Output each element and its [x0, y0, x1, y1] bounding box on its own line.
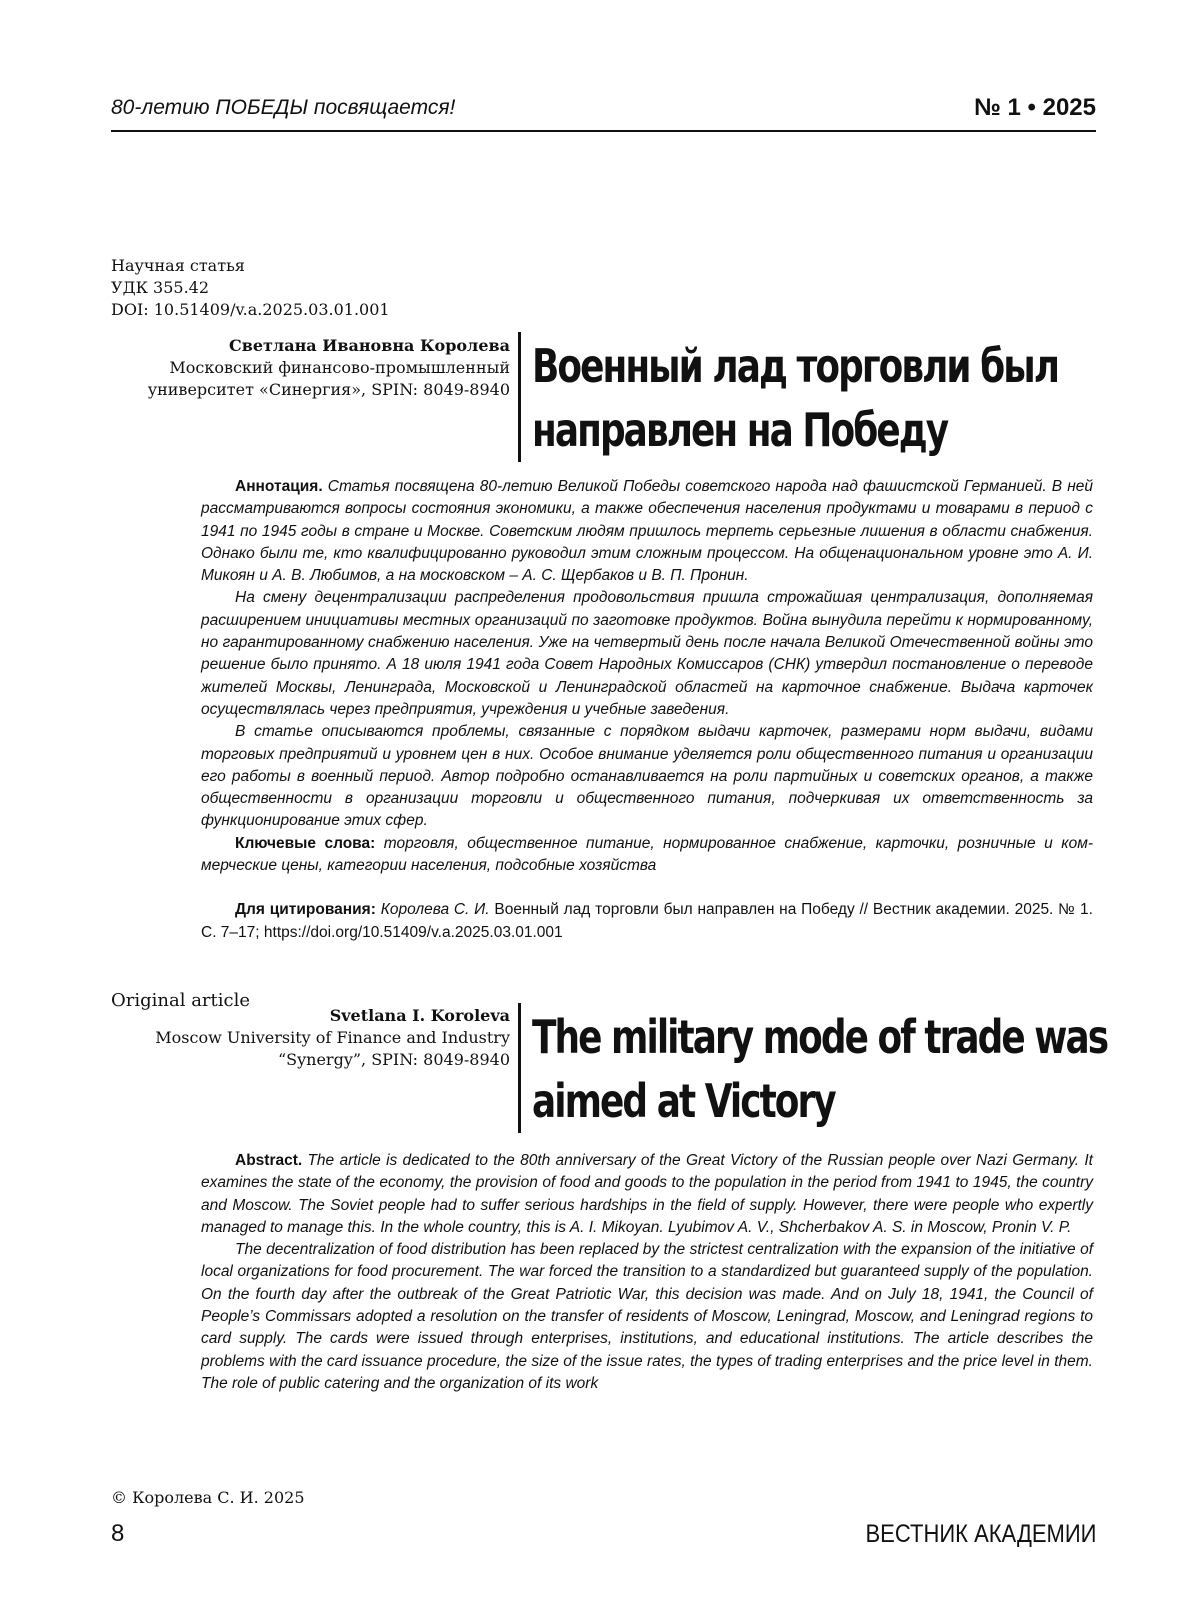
title-ru-line-1: Военный лад торговли был [532, 339, 1059, 393]
author-block-ru [90, 335, 510, 401]
keywords-ru: торговля, общественное питание, нормированное снабжение, карточки, розничные и коммерческие цены, категории населения, подсобные хозяйства [201, 834, 1093, 875]
author-block-en [90, 1005, 510, 1071]
header-rule [111, 130, 1096, 132]
article-type: Научная статья [111, 256, 245, 275]
journal-name: ВЕСТНИК АКАДЕМИИ [865, 1520, 1096, 1548]
abstract-en [201, 1150, 1093, 1395]
title-en-line-2: aimed at Victory [532, 1074, 835, 1128]
abstract-en-p1: The article is dedicated to the 80th anniversary of the Great Victory of the Russian people over Nazi Germany. It examines the state of the economy, the provision of food and goods to the population in the period from 1941 to 1945, the country and Moscow. The Soviet people had to suffer serious hardships in the field of supply. However, there were people who expertly managed to manage this. In the whole country, this is A. I. Mikoyan. Lyubimov A. V., Shcherbakov A. S. in Moscow, Pronin V. P. [201, 1152, 1093, 1236]
page-number: 8 [111, 1520, 125, 1547]
title-divider-ru [518, 332, 521, 462]
copyright: © Королева С. И. 2025 [111, 1488, 305, 1507]
author-name-ru: Светлана Ивановна Королева [228, 336, 510, 355]
citation-text: Военный лад торговли был направлен на Победу // Вестник академии. 2025. № 1. С. 7–17; https://doi.org/10.51409/v.a.2025.03.01.001 [201, 901, 1093, 941]
udk-code: УДК 355.42 [111, 278, 210, 297]
article-type-en: Original article [111, 990, 251, 1011]
doi: DOI: 10.51409/v.a.2025.03.01.001 [111, 300, 390, 319]
abstract-en-p2: The decentralization of food distribution has been replaced by the strictest centralization with the expansion of the initiative of local organizations for food procurement. The war forced the transition to a standardized but guaranteed supply of the population. On the fourth day after the outbreak of the Great Patriotic War, this decision was made. And on July 18, 1941, the Council of People’s Commissars adopted a resolution on the transfer of residents of Moscow, Leningrad, Moscow, and Leningrad regions to card supply. The cards were issued through enterprises, institutions, and educational institutions. The article describes the problems with the card issuance procedure, the size of the issue rates, the types of trading enterprises and the price level in them. The role of public catering and the organization of its work [201, 1241, 1093, 1392]
title-divider-en [518, 1003, 521, 1133]
article-title-ru [532, 334, 1059, 462]
citation-label: Для цитирования: [235, 901, 376, 919]
abstract-en-label: Abstract. [235, 1152, 303, 1169]
title-en-line-1: The military mode of trade was [532, 1010, 1108, 1064]
article-title-en [532, 1005, 1108, 1133]
abstract-ru-p3: В статье описываются проблемы, связанные с порядком выдачи карточек, размерами норм выдачи, видами торговых предприятий и уровнем цен в них. Особое внимание уделяется роли общественного питания и организации его работы в военный период. Автор подробно останавливается на роли партийных и советских органов, а также общественности в организации торговли и общественного питания, подчеркивая их ответственность за функционирование этих сфер. [201, 723, 1093, 830]
author-name-en: Svetlana I. Koroleva [329, 1006, 510, 1025]
affiliation-en-line-2: “Synergy”, SPIN: 8049-8940 [277, 1050, 510, 1069]
article-meta [111, 255, 390, 321]
keywords-ru-label: Ключевые слова: [235, 834, 376, 852]
affiliation-ru-line-1: Московский финансово-промышленный [169, 358, 510, 377]
abstract-ru [201, 476, 1093, 944]
abstract-ru-p2: На смену децентрализации распределения продовольствия пришла строжайшая централизация, дополняемая расширением инициативы местных организаций по заготовке продуктов. Война вынудила перейти к нормированному, но гарантированному снабжению населения. Уже на четвертый день после начала Великой Отечественной войны это решение было принято. А 18 июля 1941 года Совет Народных Комиссаров (СНК) утвердил постановление о переводе жителей Москвы, Ленинграда, Московской и Ленинградской областей на карточное снабжение. Выдача карточек осуществлялась через предприятия, учреждения и учебные заведения. [201, 589, 1093, 718]
title-ru-line-2: направлен на Победу [532, 403, 948, 457]
citation-block [201, 899, 1093, 944]
running-header-dedication: 80-летию ПОБЕДЫ посвящается! [111, 96, 456, 119]
issue-number: № 1 • 2025 [974, 94, 1096, 121]
affiliation-ru-line-2: университет «Синергия», SPIN: 8049-8940 [147, 380, 510, 399]
abstract-ru-p1: Статья посвящена 80-летию Великой Победы советского народа над фашистской Германией. В ней рассматриваются вопросы состояния экономики, а также обеспечения населения продуктами и товарами в период с 1941 по 1945 годы в стране и Москве. Советским людям пришлось терпеть серьезные лишения в области снабжения. Однако были те, кто квалифицированно руководил этим сложным процессом. На общенациональном уровне это А. И. Микоян и А. В. Любимов, а на московском – А. С. Щербаков и В. П. Пронин. [201, 478, 1094, 585]
citation-author: Королева С. И. [380, 901, 490, 919]
affiliation-en-line-1: Moscow University of Finance and Industry [155, 1028, 510, 1047]
abstract-ru-label: Аннотация. [235, 478, 323, 495]
